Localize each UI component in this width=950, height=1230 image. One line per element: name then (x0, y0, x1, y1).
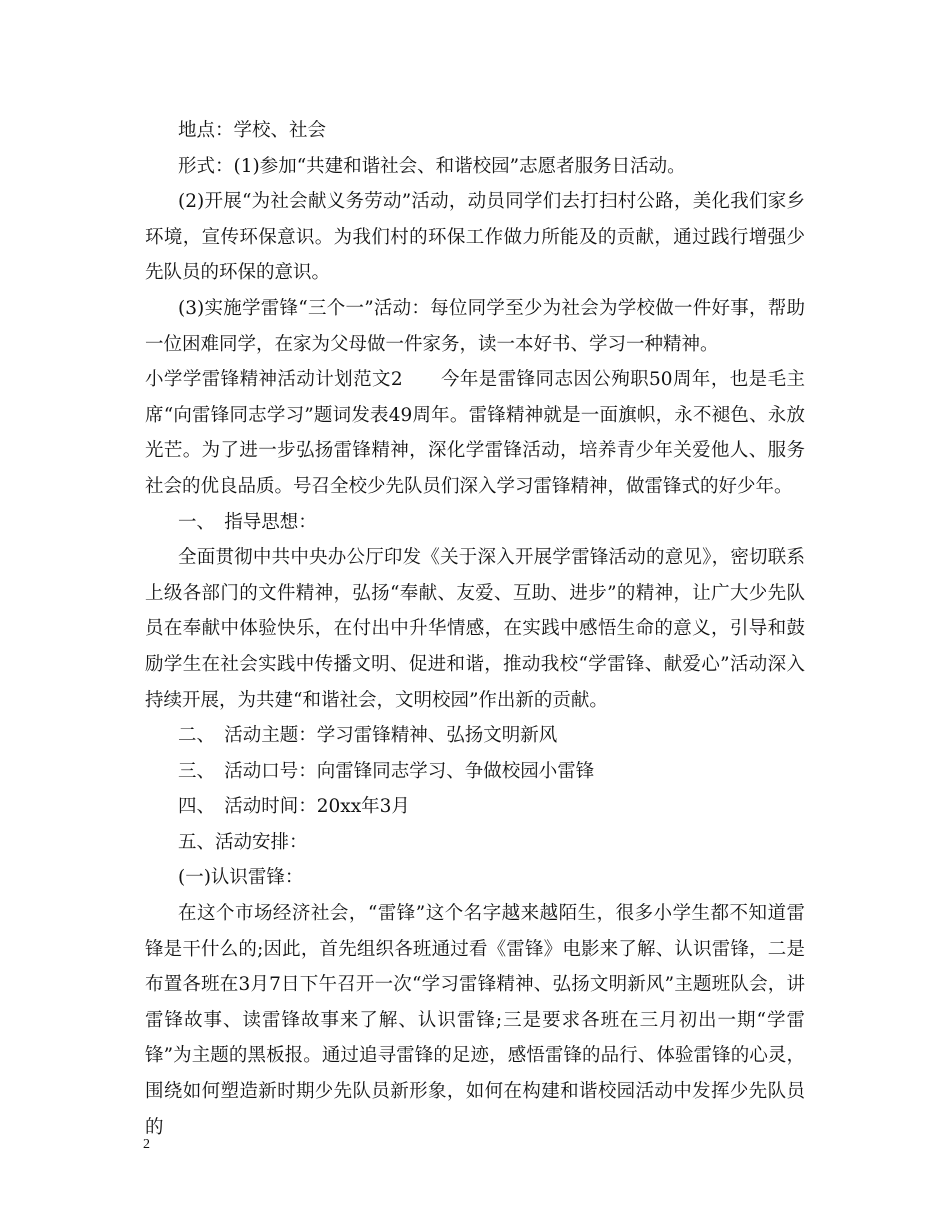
paragraph: 全面贯彻中共中央办公厅印发《关于深入开展学雷锋活动的意见》，密切联系上级各部门的文件精神，弘扬“奉献、友爱、互助、进步”的精神，让广大少先队员在奉献中体验快乐，在付出中升华情感，在实践中感悟生命的意义，引导和鼓励学生在社会实践中传播文明、促进和谐，推动我校“学雷锋、献爱心”活动深入持续开展，为共建“和谐社会，文明校园”作出新的贡献。 (145, 547, 805, 711)
paragraph: 五、活动安排： (178, 831, 308, 853)
paragraph: 形式：(1)参加“共建和谐社会、和谐校园”志愿者服务日活动。 (178, 155, 686, 177)
paragraph: 三、 活动口号：向雷锋同志学习、争做校园小雷锋 (178, 760, 595, 782)
paragraph: 二、 活动主题：学习雷锋精神、弘扬文明新风 (178, 725, 558, 747)
paragraph: 四、 活动时间：20xx年3月 (178, 796, 410, 818)
paragraph: 地点：学校、社会 (178, 120, 327, 141)
document-body (145, 113, 805, 1145)
paragraph: (3)实施学雷锋“三个一”活动：每位同学至少为社会为学校做一件好事，帮助一位困难同学，在家为父母做一件家务，读一本好书、学习一种精神。 (145, 297, 805, 355)
page-number: 2 (143, 1137, 150, 1152)
paragraph: 小学学雷锋精神活动计划范文2 今年是雷锋同志因公殉职50周年，也是毛主席“向雷锋同志学习”题词发表49周年。雷锋精神就是一面旗帜，永不褪色、永放光芒。为了进一步弘扬雷锋精神，深化学雷锋活动，培养青少年关爱他人、服务社会的优良品质。号召全校少先队员们深入学习雷锋精神，做雷锋式的好少年。 (145, 369, 805, 497)
paragraph: (一)认识雷锋： (178, 867, 304, 889)
paragraph: 一、 指导思想： (178, 511, 317, 533)
paragraph: 在这个市场经济社会，“雷锋”这个名字越来越陌生，很多小学生都不知道雷锋是干什么的;因此，首先组织各班通过看《雷锋》电影来了解、认识雷锋，二是布置各班在3月7日下午召开一次“学习雷锋精神、弘扬文明新风”主题班队会，讲雷锋故事、读雷锋故事来了解、认识雷锋;三是要求各班在三月初出一期“学雷锋”为主题的黑板报。通过追寻雷锋的足迹，感悟雷锋的品行、体验雷锋的心灵，围绕如何塑造新时期少先队员新形象，如何在构建和谐校园活动中发挥少先队员的 (145, 903, 805, 1138)
paragraph: (2)开展“为社会献义务劳动”活动，动员同学们去打扫村公路，美化我们家乡环境，宣传环保意识。为我们村的环保工作做力所能及的贡献，通过践行增强少先队员的环保的意识。 (145, 191, 805, 284)
